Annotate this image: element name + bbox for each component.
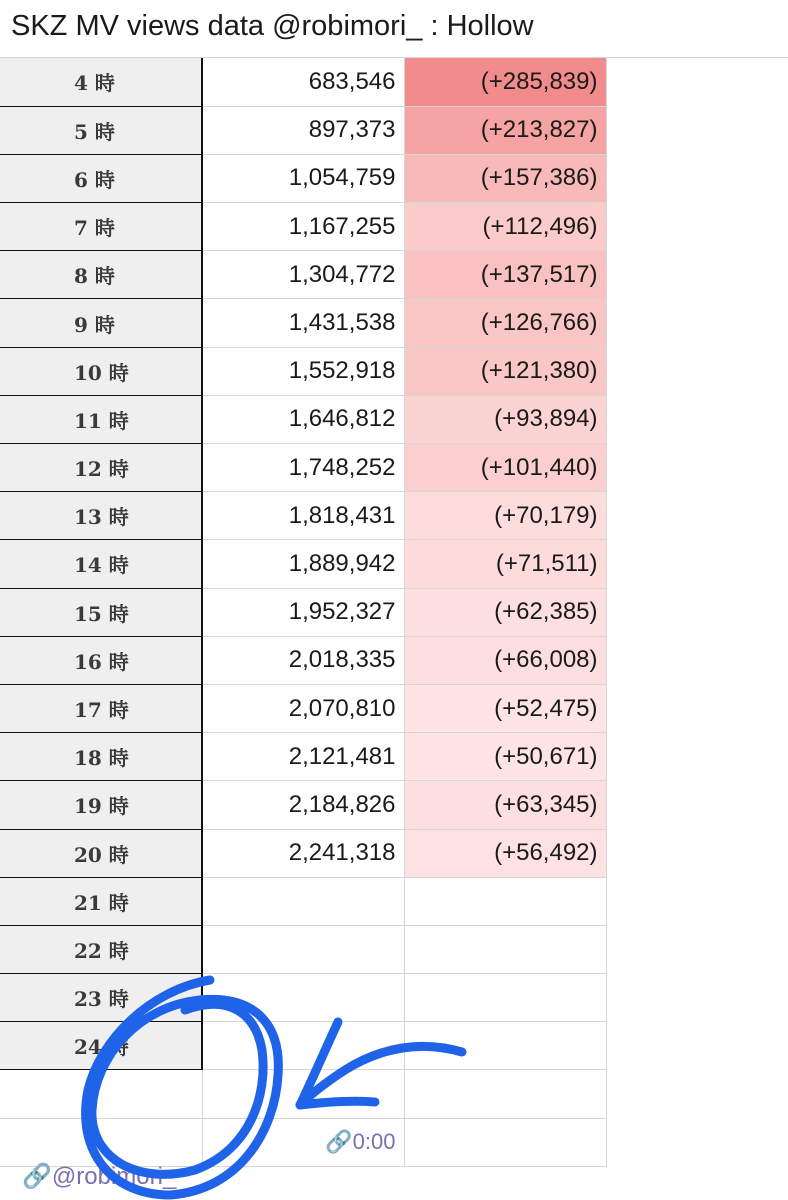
empty-cell xyxy=(606,58,788,106)
increase-cell[interactable]: (+66,008) xyxy=(404,636,606,684)
sheet-title-bar xyxy=(0,0,788,58)
increase-cell[interactable]: (+56,492) xyxy=(404,829,606,877)
hour-cell[interactable]: 21 時 xyxy=(0,877,202,925)
table-row xyxy=(0,540,788,588)
empty-cell xyxy=(606,636,788,684)
views-cell[interactable]: 1,952,327 xyxy=(202,588,404,636)
table-row xyxy=(0,492,788,540)
table-row xyxy=(0,444,788,492)
empty-cell[interactable] xyxy=(202,1070,404,1118)
increase-cell[interactable]: (+50,671) xyxy=(404,733,606,781)
views-cell[interactable]: 1,054,759 xyxy=(202,154,404,202)
table-row xyxy=(0,154,788,202)
empty-cell[interactable] xyxy=(0,1070,202,1118)
increase-cell[interactable]: (+112,496) xyxy=(404,203,606,251)
increase-cell[interactable] xyxy=(404,925,606,973)
empty-cell xyxy=(606,877,788,925)
views-table xyxy=(0,58,788,1167)
hour-cell[interactable]: 12 時 xyxy=(0,444,202,492)
views-cell[interactable]: 2,018,335 xyxy=(202,636,404,684)
table-row xyxy=(0,395,788,443)
table-row xyxy=(0,1022,788,1070)
hour-cell[interactable]: 20 時 xyxy=(0,829,202,877)
views-cell[interactable]: 1,748,252 xyxy=(202,444,404,492)
empty-cell xyxy=(606,106,788,154)
hour-cell[interactable]: 22 時 xyxy=(0,925,202,973)
empty-cell xyxy=(606,395,788,443)
empty-cell xyxy=(606,203,788,251)
table-row xyxy=(0,347,788,395)
table-row xyxy=(0,684,788,732)
increase-cell[interactable]: (+71,511) xyxy=(404,540,606,588)
hour-cell[interactable]: 23 時 xyxy=(0,974,202,1022)
hour-cell[interactable]: 13 時 xyxy=(0,492,202,540)
empty-cell[interactable] xyxy=(404,1070,606,1118)
table-row xyxy=(0,299,788,347)
empty-cell xyxy=(606,829,788,877)
hour-cell[interactable]: 16 時 xyxy=(0,636,202,684)
empty-cell[interactable] xyxy=(0,1118,202,1166)
increase-cell[interactable]: (+70,179) xyxy=(404,492,606,540)
table-row xyxy=(0,781,788,829)
increase-cell[interactable] xyxy=(404,1022,606,1070)
empty-cell xyxy=(606,781,788,829)
increase-cell[interactable]: (+101,440) xyxy=(404,444,606,492)
table-row xyxy=(0,588,788,636)
empty-cell xyxy=(606,492,788,540)
views-cell[interactable]: 1,167,255 xyxy=(202,203,404,251)
hour-cell[interactable]: 5 時 xyxy=(0,106,202,154)
views-cell[interactable] xyxy=(202,974,404,1022)
views-cell[interactable]: 2,184,826 xyxy=(202,781,404,829)
empty-cell xyxy=(606,1022,788,1070)
empty-cell xyxy=(606,1070,788,1118)
views-cell[interactable]: 1,552,918 xyxy=(202,347,404,395)
table-row xyxy=(0,877,788,925)
table-row xyxy=(0,203,788,251)
views-cell[interactable] xyxy=(202,925,404,973)
increase-cell[interactable] xyxy=(404,974,606,1022)
hour-cell[interactable]: 17 時 xyxy=(0,684,202,732)
views-cell[interactable]: 1,889,942 xyxy=(202,540,404,588)
table-row xyxy=(0,106,788,154)
table-row xyxy=(0,974,788,1022)
views-cell[interactable]: 897,373 xyxy=(202,106,404,154)
views-cell[interactable]: 1,818,431 xyxy=(202,492,404,540)
hour-cell[interactable]: 18 時 xyxy=(0,733,202,781)
hour-cell[interactable]: 4 時 xyxy=(0,58,202,106)
views-cell[interactable]: 1,646,812 xyxy=(202,395,404,443)
increase-cell[interactable]: (+52,475) xyxy=(404,684,606,732)
hour-cell[interactable]: 14 時 xyxy=(0,540,202,588)
views-cell[interactable]: 1,431,538 xyxy=(202,299,404,347)
increase-cell[interactable]: (+285,839) xyxy=(404,58,606,106)
hour-cell[interactable]: 9 時 xyxy=(0,299,202,347)
table-row xyxy=(0,58,788,106)
empty-cell xyxy=(606,540,788,588)
table-row xyxy=(0,636,788,684)
hour-cell[interactable]: 15 時 xyxy=(0,588,202,636)
table-row xyxy=(0,829,788,877)
increase-cell[interactable]: (+63,345) xyxy=(404,781,606,829)
hour-cell[interactable]: 10 時 xyxy=(0,347,202,395)
hour-cell[interactable]: 8 時 xyxy=(0,251,202,299)
hour-cell[interactable]: 19 時 xyxy=(0,781,202,829)
increase-cell[interactable]: (+93,894) xyxy=(404,395,606,443)
empty-cell xyxy=(606,299,788,347)
empty-cell xyxy=(606,588,788,636)
hour-cell[interactable]: 24 時 xyxy=(0,1022,202,1070)
views-cell[interactable] xyxy=(202,1022,404,1070)
sheet-title: SKZ MV views data @robimori_ : Hollow xyxy=(11,10,534,42)
footer-author-link[interactable]: 🔗@robimori_ xyxy=(22,1163,177,1190)
empty-cell xyxy=(606,347,788,395)
table-row xyxy=(0,251,788,299)
empty-cell[interactable] xyxy=(404,1118,606,1166)
time-link-cell[interactable]: 🔗0:00 xyxy=(202,1118,404,1166)
empty-cell xyxy=(606,733,788,781)
views-cell[interactable]: 683,546 xyxy=(202,58,404,106)
empty-cell xyxy=(606,925,788,973)
increase-cell[interactable]: (+62,385) xyxy=(404,588,606,636)
table-row xyxy=(0,925,788,973)
empty-cell xyxy=(606,1118,788,1166)
hour-cell[interactable]: 6 時 xyxy=(0,154,202,202)
hour-cell[interactable]: 11 時 xyxy=(0,395,202,443)
views-cell[interactable] xyxy=(202,877,404,925)
increase-cell[interactable]: (+137,517) xyxy=(404,251,606,299)
increase-cell[interactable]: (+213,827) xyxy=(404,106,606,154)
empty-cell xyxy=(606,974,788,1022)
empty-cell xyxy=(606,154,788,202)
empty-cell xyxy=(606,444,788,492)
views-cell[interactable]: 2,241,318 xyxy=(202,829,404,877)
table-row xyxy=(0,1070,788,1118)
increase-cell[interactable] xyxy=(404,877,606,925)
empty-cell xyxy=(606,251,788,299)
increase-cell[interactable]: (+126,766) xyxy=(404,299,606,347)
increase-cell[interactable]: (+121,380) xyxy=(404,347,606,395)
views-cell[interactable]: 2,121,481 xyxy=(202,733,404,781)
table-row xyxy=(0,1118,788,1166)
increase-cell[interactable]: (+157,386) xyxy=(404,154,606,202)
views-cell[interactable]: 2,070,810 xyxy=(202,684,404,732)
empty-cell xyxy=(606,684,788,732)
hour-cell[interactable]: 7 時 xyxy=(0,203,202,251)
views-cell[interactable]: 1,304,772 xyxy=(202,251,404,299)
table-row xyxy=(0,733,788,781)
